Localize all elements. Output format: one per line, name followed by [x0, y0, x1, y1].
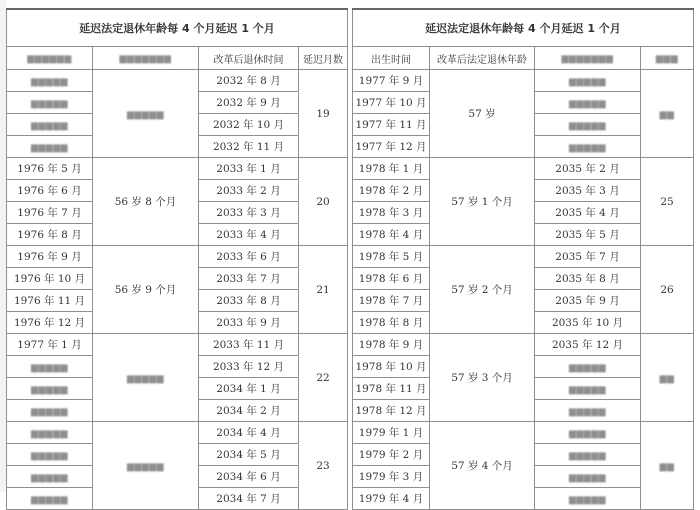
birth-cell: ▆▆▆▆▆ — [7, 466, 93, 488]
retire-cell: 2033 年 1 月 — [199, 158, 299, 180]
age-cell: 57 岁 — [430, 70, 535, 158]
retire-cell: ▆▆▆▆▆ — [535, 488, 641, 510]
birth-cell: 1977 年 12 月 — [353, 136, 430, 158]
age-cell: 57 岁 1 个月 — [430, 158, 535, 246]
retire-cell: 2033 年 4 月 — [199, 224, 299, 246]
retire-cell: 2033 年 11 月 — [199, 334, 299, 356]
birth-cell: 1978 年 2 月 — [353, 180, 430, 202]
birth-cell: 1979 年 1 月 — [353, 422, 430, 444]
birth-cell: 1978 年 4 月 — [353, 224, 430, 246]
birth-cell: ▆▆▆▆▆ — [7, 488, 93, 510]
retire-cell: ▆▆▆▆▆ — [535, 92, 641, 114]
table-row — [7, 70, 348, 92]
birth-cell: 1976 年 5 月 — [7, 158, 93, 180]
retire-cell: 2032 年 10 月 — [199, 114, 299, 136]
left-table — [6, 8, 348, 510]
right-col-retire-header: ▆▆▆▆▆▆▆ — [535, 47, 641, 70]
birth-cell: 1977 年 11 月 — [353, 114, 430, 136]
delay-cell: ▆▆ — [641, 70, 694, 158]
retire-cell: 2034 年 2 月 — [199, 400, 299, 422]
birth-cell: 1978 年 10 月 — [353, 356, 430, 378]
birth-cell: 1977 年 10 月 — [353, 92, 430, 114]
birth-cell: ▆▆▆▆▆ — [7, 444, 93, 466]
retire-cell: 2035 年 7 月 — [535, 246, 641, 268]
age-cell: 57 岁 4 个月 — [430, 422, 535, 510]
retire-cell: 2033 年 3 月 — [199, 202, 299, 224]
right-col-delay-header: ▆▆▆ — [641, 47, 694, 70]
right-col-birth-header: 出生时间 — [353, 47, 430, 70]
age-cell: 57 岁 2 个月 — [430, 246, 535, 334]
birth-cell: 1979 年 2 月 — [353, 444, 430, 466]
retire-cell: ▆▆▆▆▆ — [535, 136, 641, 158]
retire-cell: 2034 年 5 月 — [199, 444, 299, 466]
birth-cell: ▆▆▆▆▆ — [7, 400, 93, 422]
table-row — [353, 422, 694, 444]
birth-cell: ▆▆▆▆▆ — [7, 136, 93, 158]
retire-cell: 2035 年 8 月 — [535, 268, 641, 290]
retire-cell: ▆▆▆▆▆ — [535, 400, 641, 422]
birth-cell: 1978 年 8 月 — [353, 312, 430, 334]
birth-cell: 1976 年 7 月 — [7, 202, 93, 224]
birth-cell: 1976 年 9 月 — [7, 246, 93, 268]
table-row — [353, 158, 694, 180]
birth-cell: ▆▆▆▆▆ — [7, 378, 93, 400]
delay-cell: 21 — [299, 246, 348, 334]
retire-cell: 2032 年 9 月 — [199, 92, 299, 114]
right-table — [352, 8, 694, 510]
retire-cell: ▆▆▆▆▆ — [535, 444, 641, 466]
retire-cell: ▆▆▆▆▆ — [535, 466, 641, 488]
left-table-title: 延迟法定退休年龄每 4 个月延迟 1 个月 — [7, 9, 348, 47]
retire-cell: 2034 年 7 月 — [199, 488, 299, 510]
right-table-title: 延迟法定退休年龄每 4 个月延迟 1 个月 — [353, 9, 694, 47]
delay-cell: 19 — [299, 70, 348, 158]
age-cell: 56 岁 9 个月 — [93, 246, 199, 334]
delay-cell: 23 — [299, 422, 348, 510]
retire-cell: ▆▆▆▆▆ — [535, 422, 641, 444]
birth-cell: 1977 年 9 月 — [353, 70, 430, 92]
left-col-age-header: ▆▆▆▆▆▆▆ — [93, 47, 199, 70]
retire-cell: 2035 年 2 月 — [535, 158, 641, 180]
age-cell: ▆▆▆▆▆ — [93, 70, 199, 158]
table-row — [7, 246, 348, 268]
left-col-delay-header: 延迟月数 — [299, 47, 348, 70]
retire-cell: 2033 年 6 月 — [199, 246, 299, 268]
birth-cell: 1976 年 8 月 — [7, 224, 93, 246]
birth-cell: ▆▆▆▆▆ — [7, 356, 93, 378]
table-row — [7, 158, 348, 180]
age-cell: 56 岁 8 个月 — [93, 158, 199, 246]
delay-cell: 26 — [641, 246, 694, 334]
retire-cell: 2033 年 12 月 — [199, 356, 299, 378]
birth-cell: 1976 年 12 月 — [7, 312, 93, 334]
table-row — [7, 334, 348, 356]
retire-cell: 2033 年 7 月 — [199, 268, 299, 290]
birth-cell: 1978 年 3 月 — [353, 202, 430, 224]
retire-cell: 2033 年 8 月 — [199, 290, 299, 312]
birth-cell: ▆▆▆▆▆ — [7, 92, 93, 114]
retire-cell: 2035 年 5 月 — [535, 224, 641, 246]
age-cell: ▆▆▆▆▆ — [93, 422, 199, 510]
retire-cell: 2034 年 4 月 — [199, 422, 299, 444]
retire-cell: 2034 年 6 月 — [199, 466, 299, 488]
table-row — [353, 246, 694, 268]
retirement-delay-table — [6, 8, 692, 505]
retire-cell: ▆▆▆▆▆ — [535, 378, 641, 400]
birth-cell: 1978 年 12 月 — [353, 400, 430, 422]
birth-cell: 1979 年 3 月 — [353, 466, 430, 488]
delay-cell: ▆▆ — [641, 334, 694, 422]
delay-cell: 25 — [641, 158, 694, 246]
delay-cell: ▆▆ — [641, 422, 694, 510]
age-cell: 57 岁 3 个月 — [430, 334, 535, 422]
delay-cell: 20 — [299, 158, 348, 246]
retire-cell: 2033 年 2 月 — [199, 180, 299, 202]
birth-cell: 1978 年 11 月 — [353, 378, 430, 400]
table-row — [353, 70, 694, 92]
right-col-age-header: 改革后法定退休年龄 — [430, 47, 535, 70]
retire-cell: 2035 年 10 月 — [535, 312, 641, 334]
birth-cell: 1977 年 1 月 — [7, 334, 93, 356]
birth-cell: 1978 年 6 月 — [353, 268, 430, 290]
birth-cell: 1978 年 9 月 — [353, 334, 430, 356]
retire-cell: 2034 年 1 月 — [199, 378, 299, 400]
birth-cell: 1978 年 7 月 — [353, 290, 430, 312]
left-col-birth-header: ▆▆▆▆▆▆ — [7, 47, 93, 70]
age-cell: ▆▆▆▆▆ — [93, 334, 199, 422]
birth-cell: 1978 年 1 月 — [353, 158, 430, 180]
table-row — [353, 334, 694, 356]
table-row — [7, 422, 348, 444]
retire-cell: 2035 年 3 月 — [535, 180, 641, 202]
birth-cell: 1976 年 11 月 — [7, 290, 93, 312]
birth-cell: 1976 年 10 月 — [7, 268, 93, 290]
retire-cell: 2035 年 12 月 — [535, 334, 641, 356]
retire-cell: 2032 年 8 月 — [199, 70, 299, 92]
birth-cell: ▆▆▆▆▆ — [7, 114, 93, 136]
retire-cell: 2032 年 11 月 — [199, 136, 299, 158]
retire-cell: 2033 年 9 月 — [199, 312, 299, 334]
birth-cell: ▆▆▆▆▆ — [7, 422, 93, 444]
retire-cell: ▆▆▆▆▆ — [535, 356, 641, 378]
delay-cell: 22 — [299, 334, 348, 422]
retire-cell: 2035 年 9 月 — [535, 290, 641, 312]
birth-cell: 1978 年 5 月 — [353, 246, 430, 268]
retire-cell: ▆▆▆▆▆ — [535, 70, 641, 92]
birth-cell: ▆▆▆▆▆ — [7, 70, 93, 92]
retire-cell: 2035 年 4 月 — [535, 202, 641, 224]
birth-cell: 1976 年 6 月 — [7, 180, 93, 202]
retire-cell: ▆▆▆▆▆ — [535, 114, 641, 136]
left-col-retire-header: 改革后退休时间 — [199, 47, 299, 70]
birth-cell: 1979 年 4 月 — [353, 488, 430, 510]
